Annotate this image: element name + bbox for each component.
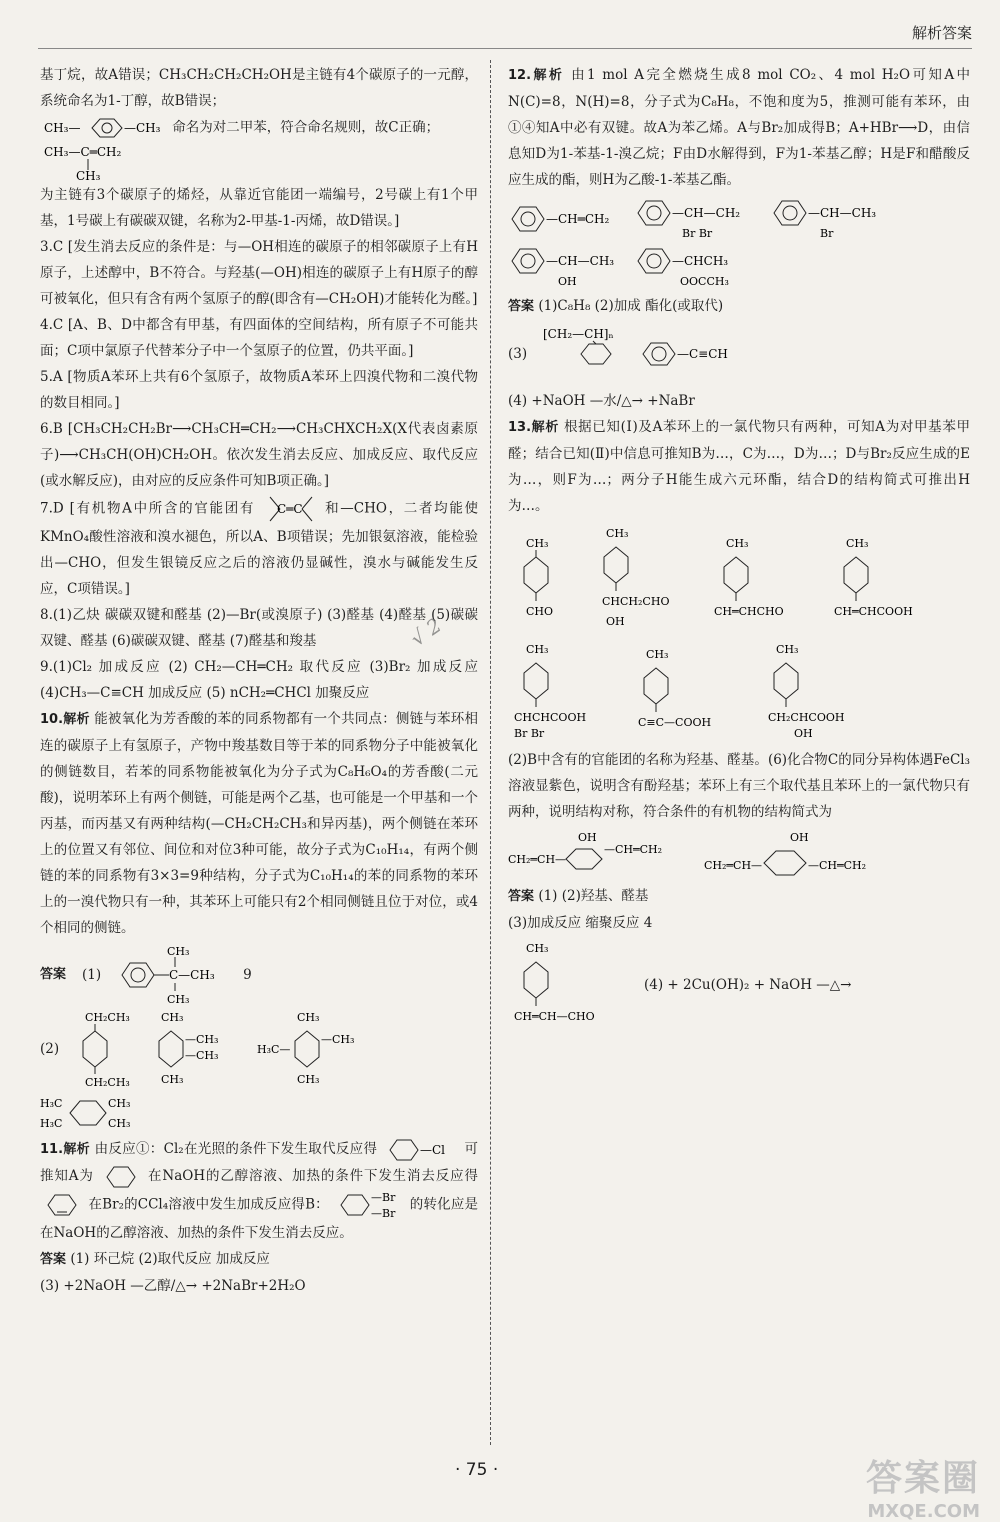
q13-text-2: (2)B中含有的官能团的名称为羟基、醛基。(6)化合物C的同分异构体遇FeCl₃溶液显紫色，说明含有酚羟基；苯环上有三个取代基且苯环上的一氯代物只有两种，说明结构对称，符合条件的有机物的结构简式为 [508, 752, 970, 820]
svg-text:CH₃: CH₃ [646, 648, 669, 661]
q4-text: 4.C [A、B、D中都含有甲基，有四面体的空间结构，所有原子不可能共面；C项中氯原子代替苯分子中一个氢原子的位置，仍共平面。] [40, 317, 478, 359]
svg-text:CH₂CHCOOH: CH₂CHCOOH [768, 711, 845, 724]
svg-text:OH: OH [578, 831, 597, 844]
handwriting-mark: √ 2 [405, 613, 446, 651]
methylpropene-structure [44, 142, 154, 182]
phenylethyl-acetate-structure [634, 245, 754, 289]
svg-text:H₃C: H₃C [40, 1117, 63, 1130]
svg-text:CH₃: CH₃ [526, 942, 549, 955]
chlorocyclohexane-structure [386, 1137, 456, 1163]
tert-butylbenzene-structure [117, 945, 227, 1005]
divinylphenol-1-structure [508, 829, 688, 879]
column-divider [490, 60, 491, 1445]
q11-text-2: 可推知A为 [40, 1141, 479, 1184]
svg-text:CH₃: CH₃ [776, 643, 799, 656]
watermark-logo: 答案圈 [865, 1458, 980, 1499]
svg-text:OH: OH [606, 615, 625, 628]
q9-text: 9.(1)Cl₂ 加成反应 (2) CH₂—CH═CH₂ 取代反应 (3)Br₂ 加成反应 (4)CH₃—C≡CH 加成反应 (5) nCH₂═CHCl 加聚反应 [40, 659, 478, 701]
q12-label: 12.解析 [508, 68, 565, 83]
svg-text:Br: Br [820, 227, 834, 240]
dibromoethylbenzene-structure [634, 197, 754, 241]
q11-answer-3: (3) +2NaOH —乙醇/△→ +2NaBr+2H₂O [40, 1277, 306, 1294]
svg-text:—CH₃: —CH₃ [185, 1049, 219, 1062]
q2-text-a: 基丁烷，故A错误；CH₃CH₂CH₂CH₂OH是主链有4个碳原子的一元醇，系统命名为1-丁醇，故B错误； [40, 67, 478, 109]
q6-text: 6.B [CH₃CH₂CH₂Br⟶CH₃CH═CH₂⟶CH₃CHXCH₂X(X代表卤素原子)⟶CH₃CH(OH)CH₂OH。依次发生消去反应、加成反应、取代反应(或水解反应)，由对应的反应条件可知B项正确。] [40, 421, 478, 489]
hydroxyaldehyde-structure [588, 525, 698, 635]
q7-text-a: 7.D [有机物A中所含的官能团有 [40, 500, 256, 517]
q13-answer: (1) (2)羟基、醛基 [538, 888, 649, 904]
q12-answer-3: (3) [508, 346, 528, 362]
svg-text:OH: OH [794, 727, 813, 740]
svg-text:CHCH₂CHO: CHCH₂CHO [602, 595, 670, 608]
svg-text:CH═CHCHO: CH═CHCHO [714, 605, 784, 618]
cinnamic-acid-structure [828, 535, 948, 625]
q12-text: 由1 mol A完全燃烧生成8 mol CO₂、4 mol H₂O可知A中N(C)=8，N(H)=8，分子式为C₈H₈，不饱和度为5，推测可能有苯环，由①④知A中必有双键。故A为苯乙烯。A与Br₂加成得B；A+HBr⟶D，由信息知D为1-苯基-1-溴乙烷；F由D水解得到，F为1-苯基乙醇；H是F和醋酸反应生成的酯，则H为乙酸-1-苯基乙酯。 [508, 67, 970, 188]
svg-text:—CH₃: —CH₃ [321, 1033, 355, 1046]
q10-answer-1: (1) [82, 967, 102, 983]
svg-text:—CH═CH₂: —CH═CH₂ [604, 843, 663, 856]
svg-text:—Br: —Br [371, 1206, 396, 1220]
svg-text:—CH═CH₂: —CH═CH₂ [808, 859, 867, 872]
svg-text:C≡C—COOH: C≡C—COOH [638, 716, 712, 729]
svg-text:CHO: CHO [526, 605, 554, 618]
svg-text:CH₃: CH₃ [297, 1073, 320, 1086]
svg-text:CH₂═CH—: CH₂═CH— [508, 853, 567, 866]
durene-structure [40, 1093, 160, 1133]
q7-text-b: 和—CHO，二者均能使KMnO₄酸性溶液和溴水褪色，所以A、B项错误；先加银氨溶液，能检验出—CHO，但发生银镜反应之后的溶液仍显碱性，溴水与碱能发生反应，C项错误。] [40, 500, 479, 597]
page-number: · 75 · [455, 1460, 499, 1480]
q11-text-1: 由反应①：Cl₂在光照的条件下发生取代反应得 [94, 1141, 378, 1157]
bromoethylbenzene-structure [770, 197, 880, 241]
svg-text:CH₂CH₃: CH₂CH₃ [85, 1011, 130, 1024]
q12-answer-4: (4) +NaOH —水/△→ +NaBr [508, 393, 695, 409]
svg-text:CH₃: CH₃ [846, 537, 869, 550]
svg-text:CH₃: CH₃ [161, 1073, 184, 1086]
q13-answer-label: 答案 [508, 889, 535, 904]
svg-text:—Cl: —Cl [419, 1142, 445, 1157]
svg-text:CH₃: CH₃ [297, 1011, 320, 1024]
cinnamaldehyde-answer-structure [508, 940, 628, 1030]
svg-text:OH: OH [790, 831, 809, 844]
q5-text: 5.A [物质A苯环上共有6个氢原子，故物质A苯环上四溴代物和二溴代物的数目相同。] [40, 369, 478, 411]
svg-text:H₃C: H₃C [40, 1097, 63, 1110]
svg-text:CH═CHCOOH: CH═CHCOOH [834, 605, 913, 618]
svg-text:—C≡CH: —C≡CH [677, 347, 729, 361]
alkyne-acid-structure [628, 646, 748, 736]
q11-answer-label: 答案 [40, 1251, 67, 1267]
q10-answer-label: 答案 [40, 967, 67, 982]
p-methylbenzaldehyde-structure [508, 535, 578, 625]
svg-text:—CH₃: —CH₃ [185, 1033, 219, 1046]
q10-label: 10.解析 [40, 712, 90, 727]
svg-text:OOCCH₃: OOCCH₃ [680, 275, 729, 288]
q3-text: 3.C [发生消去反应的条件是：与—OH相连的碳原子的相邻碳原子上有H原子，上述醇中，B不符合。与羟基(—OH)相连的碳原子上有H原子的醇可被氧化，但只有含有两个氢原子的醇(即含有—CH₂OH)才能转化为醛。] [40, 239, 478, 307]
svg-text:CH₃—C═CH₂: CH₃—C═CH₂ [44, 145, 122, 159]
styrene-structure [508, 201, 618, 237]
q2-text-b: 命名为对二甲苯，符合命名规则，故C正确； [172, 119, 440, 136]
q11-label: 11.解析 [40, 1142, 90, 1157]
q13-label: 13.解析 [508, 420, 559, 435]
svg-text:CH₃: CH₃ [76, 169, 101, 182]
hydroxy-acid-structure [758, 641, 878, 741]
watermark-url: MXQE.COM [867, 1501, 980, 1522]
svg-text:H₃C—: H₃C— [257, 1043, 291, 1056]
dibromo-acid-structure [508, 641, 618, 741]
q13-text-1: 根据已知(Ⅰ)及A苯环上的一氯代物只有两种，可知A为对甲基苯甲醛；结合已知(Ⅱ)中信息可推知B为…，C为…，D为…；D与Br₂反应生成的E为…，则F为…；两分子H能生成六元环酯，结合D的结构简式可推出H为…。 [508, 419, 970, 514]
q10-text: 能被氧化为芳香酸的苯的同系物都有一个共同点：侧链与苯环相连的碳原子上有氢原子，产物中羧基数目等于苯的同系物分子中能被氧化的侧链数目，若苯的同系物能被氧化为分子式为C₈H₆O₄的芳香酸(二元酸)，说明苯环上有两个侧链，可能是两个乙基，也可能是一个甲基和一个丙基，而丙基又有两种结构(—CH₂CH₂CH₃和异丙基)，两个侧链在苯环上的位置又有邻位、间位和对位3种可能，故分子式为C₁₀H₁₄，有两个侧链的苯的同系物有3×3=9种结构，分子式为C₁₀H₁₄的苯的同系物的苯环上的一溴代物只有一种，其苯环上可能只有2个相同侧链且位于对位，或4个相同的侧链。 [40, 711, 479, 936]
q11-text-4: 在Br₂的CCl₄溶液中发生加成反应得B： [88, 1196, 329, 1212]
svg-text:—CH—CH₃: —CH—CH₃ [546, 254, 615, 268]
tetramethylbenzene-1-structure [151, 1009, 241, 1089]
p-xylene-structure [44, 114, 164, 142]
header-title: 解析答案 [911, 24, 972, 42]
p-diethylbenzene-structure [75, 1009, 135, 1089]
cinnamaldehyde-structure [708, 535, 818, 625]
svg-text:CH₃: CH₃ [606, 527, 629, 540]
svg-text:Br Br: Br Br [682, 227, 713, 240]
divinylphenol-2-structure [704, 829, 904, 879]
svg-text:CH₃: CH₃ [526, 643, 549, 656]
header-rule [38, 48, 972, 49]
svg-text:OH: OH [558, 275, 577, 288]
svg-text:CH₃: CH₃ [526, 537, 549, 550]
svg-text:—Br: —Br [371, 1190, 396, 1204]
polystyrene-structure [543, 324, 623, 384]
watermark [866, 1450, 980, 1522]
svg-text:Br Br: Br Br [514, 727, 545, 740]
svg-text:[CH₂—CH]ₙ: [CH₂—CH]ₙ [543, 327, 614, 341]
svg-text:C═C: C═C [277, 502, 303, 516]
phenylethanol-structure [508, 245, 618, 289]
svg-text:CH₃: CH₃ [161, 1011, 184, 1024]
q10-answer-2: (2) [40, 1041, 60, 1057]
cyclohexene-structure [44, 1192, 80, 1218]
svg-text:—CH—CH₂: —CH—CH₂ [672, 206, 741, 220]
q11-answer: (1) 环己烷 (2)取代反应 加成反应 [70, 1250, 270, 1267]
svg-text:—CH═CH₂: —CH═CH₂ [546, 212, 610, 226]
svg-text:CHCHCOOH: CHCHCOOH [514, 711, 587, 724]
q13-answer-3: (3)加成反应 缩聚反应 4 [508, 915, 653, 931]
svg-text:CH₂═CH—: CH₂═CH— [704, 859, 763, 872]
svg-text:—CHCH₃: —CHCH₃ [672, 254, 729, 268]
alkene-group-structure [265, 494, 315, 524]
svg-text:CH₃: CH₃ [726, 537, 749, 550]
q13-answer-4: (4) + 2Cu(OH)₂ + NaOH —△→ [644, 977, 852, 993]
dibromocyclohexane-structure [337, 1190, 401, 1220]
q11-text-3: 在NaOH的乙醇溶液、加热的条件下发生消去反应得 [148, 1168, 479, 1184]
q8-text: 8.(1)乙炔 碳碳双键和醛基 (2)—Br(或溴原子) (3)醛基 (4)醛基 (5)碳碳双键、醛基 (6)碳碳双键、醛基 (7)醛基和羧基 [40, 607, 478, 649]
q11-text-5: 的转化应是在NaOH的乙醇溶液、加热的条件下发生消去反应。 [40, 1196, 478, 1241]
right-column [508, 62, 970, 1034]
svg-text:—CH—CH₃: —CH—CH₃ [808, 206, 877, 220]
svg-text:C—CH₃: C—CH₃ [169, 968, 215, 982]
q10-answer-1-count: 9 [243, 967, 252, 983]
svg-text:CH₃: CH₃ [167, 945, 190, 958]
phenylacetylene-structure [639, 339, 729, 369]
q12-answer: (1)C₈H₈ (2)加成 酯化(或取代) [538, 298, 724, 314]
svg-text:—CH₃: —CH₃ [124, 121, 161, 135]
left-column [40, 62, 478, 1299]
svg-text:CH₃: CH₃ [108, 1097, 131, 1110]
svg-text:CH₃—: CH₃— [44, 121, 81, 135]
cyclohexane-structure [103, 1164, 139, 1190]
svg-text:CH₃: CH₃ [167, 993, 190, 1005]
svg-text:CH₃: CH₃ [108, 1117, 131, 1130]
svg-text:CH═CH—CHO: CH═CH—CHO [514, 1010, 595, 1023]
q2-text-c: 为主链有3个碳原子的烯烃，从靠近官能团一端编号，2号碳上有1个甲基，1号碳上有碳碳双键，名称为2-甲基-1-丙烯，故D错误。] [40, 187, 478, 229]
q12-answer-label: 答案 [508, 299, 535, 314]
svg-text:CH₂CH₃: CH₂CH₃ [85, 1076, 130, 1089]
tetramethylbenzene-2-structure [257, 1009, 367, 1089]
